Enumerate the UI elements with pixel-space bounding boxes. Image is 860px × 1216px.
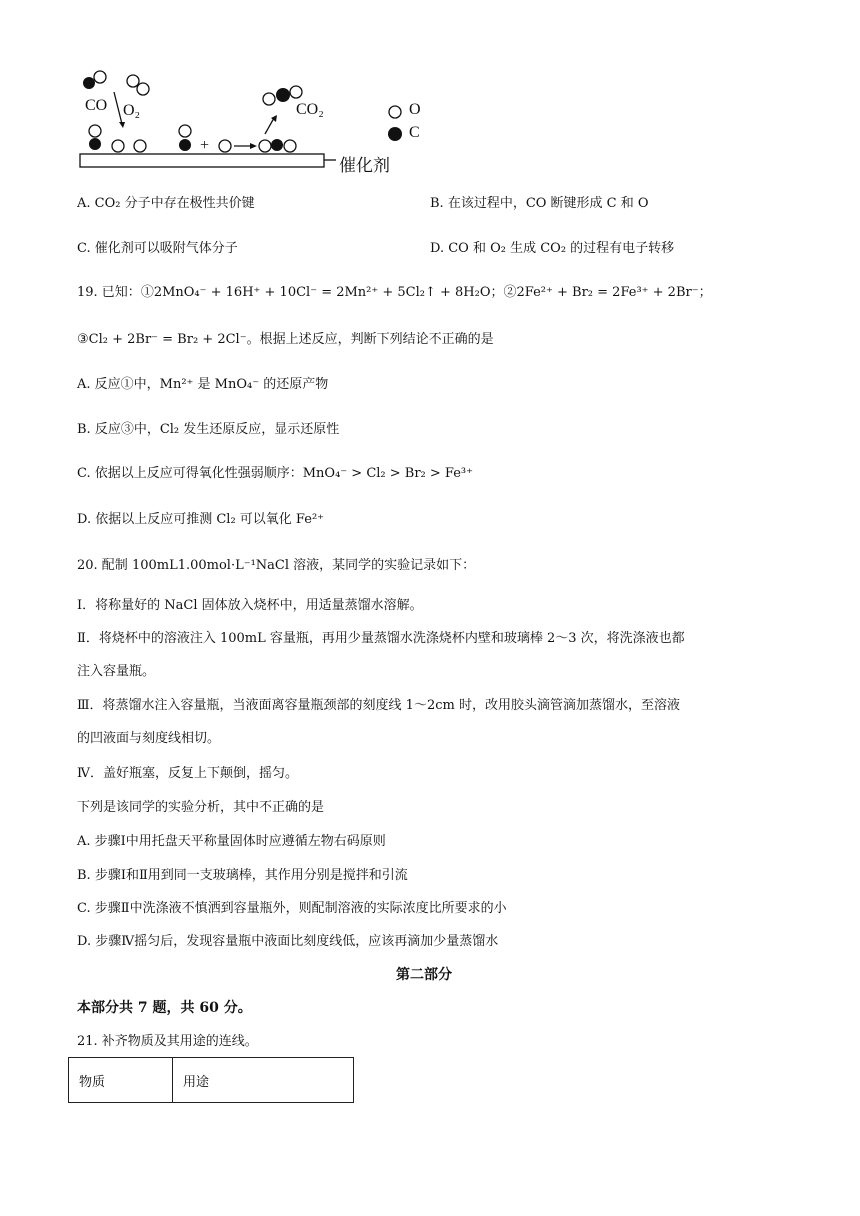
oxygen-atom: [284, 140, 296, 152]
oxygen-atom: [89, 125, 101, 137]
q19-option-d: D. 依据以上反应可推测 Cl₂ 可以氧化 Fe²⁺: [77, 512, 325, 527]
part2-title: 第二部分: [396, 967, 452, 983]
q20-step-3-line1: Ⅲ．将蒸馏水注入容量瓶，当液面离容量瓶颈部的刻度线 1～2cm 时，改用胶头滴管滴加蒸馏水，至溶液: [77, 698, 680, 713]
legend-oxygen-swatch: [389, 106, 401, 118]
q19-reaction-3: ③Cl₂ + 2Br⁻ = Br₂ + 2Cl⁻: [77, 332, 247, 347]
carbon-atom: [179, 139, 191, 151]
q19-stem-line2: [77, 328, 494, 347]
q20-step-2-line2: 注入容量瓶。: [77, 664, 156, 679]
oxygen-atom: [94, 71, 106, 83]
q18-option-a: A. CO₂ 分子中存在极性共价键: [77, 196, 255, 211]
oxygen-atom: [219, 140, 231, 152]
q20-option-d: D. 步骤Ⅳ摇匀后，发现容量瓶中液面比刻度线低，应该再滴加少量蒸馏水: [77, 934, 499, 949]
oxygen-atom: [112, 140, 124, 152]
q19-stem-line1: [77, 281, 712, 300]
legend-c-label: C: [409, 124, 420, 141]
oxygen-atom: [134, 140, 146, 152]
oxygen-atom: [137, 83, 149, 95]
legend-carbon-swatch: [388, 127, 402, 141]
q21-stem: 21. 补齐物质及其用途的连线。: [77, 1034, 258, 1049]
oxygen-atom: [263, 93, 275, 105]
q20-stem: 20. 配制 100mL1.00mol·L⁻¹NaCl 溶液，某同学的实验记录如下：: [77, 558, 476, 573]
oxygen-atom: [179, 125, 191, 137]
o2-label: O₂: [123, 102, 141, 119]
table-row: [69, 1058, 354, 1103]
substance-use-table: [68, 1057, 354, 1103]
q20-option-c: C. 步骤Ⅱ中洗涤液不慎洒到容量瓶外，则配制溶液的实际浓度比所要求的小: [77, 901, 507, 916]
carbon-atom: [89, 138, 101, 150]
table-header-use: 用途: [173, 1058, 354, 1103]
carbon-atom: [276, 88, 290, 102]
q19-stem-suffix: 。根据上述反应，判断下列结论不正确的是: [246, 332, 494, 347]
plus-sign: +: [200, 137, 210, 154]
oxygen-atom: [259, 140, 271, 152]
table-header-substance: 物质: [69, 1058, 173, 1103]
q20-step-4: Ⅳ．盖好瓶塞，反复上下颠倒，摇匀。: [77, 766, 298, 781]
q18-option-b: B. 在该过程中，CO 断键形成 C 和 O: [430, 196, 649, 211]
q18-option-c: C. 催化剂可以吸附气体分子: [77, 241, 238, 256]
q18-option-d: D. CO 和 O₂ 生成 CO₂ 的过程有电子转移: [430, 241, 675, 256]
carbon-atom: [83, 77, 95, 89]
q19-reaction-2: ②2Fe²⁺ + Br₂ = 2Fe³⁺ + 2Br⁻；: [503, 285, 712, 300]
q20-step-2-line1: Ⅱ．将烧杯中的溶液注入 100mL 容量瓶，再用少量蒸馏水洗涤烧杯内壁和玻璃棒 2～3 次，将洗涤液也都: [77, 631, 685, 646]
q20-question: 下列是该同学的实验分析，其中不正确的是: [77, 800, 325, 815]
q19-stem-prefix: 19. 已知：: [77, 285, 141, 300]
q19-option-b: B. 反应③中，Cl₂ 发生还原反应，显示还原性: [77, 422, 340, 437]
q20-step-3-line2: 的凹液面与刻度线相切。: [77, 731, 221, 746]
catalyst-label: 催化剂: [339, 156, 390, 176]
q19-reaction-1: ①2MnO₄⁻ + 16H⁺ + 10Cl⁻ = 2Mn²⁺ + 5Cl₂↑ + 8H₂O；: [140, 285, 504, 300]
oxygen-atom: [290, 86, 302, 98]
oxygen-atom: [127, 75, 139, 87]
co2-label: CO₂: [296, 101, 324, 118]
legend-o-label: O: [409, 101, 421, 118]
q20-step-1: Ⅰ．将称量好的 NaCl 固体放入烧杯中，用适量蒸馏水溶解。: [77, 598, 423, 613]
q20-option-b: B. 步骤Ⅰ和Ⅱ用到同一支玻璃棒，其作用分别是搅拌和引流: [77, 868, 408, 883]
q19-option-a: A. 反应①中，Mn²⁺ 是 MnO₄⁻ 的还原产物: [77, 377, 329, 392]
q20-option-a: A. 步骤Ⅰ中用托盘天平称量固体时应遵循左物右码原则: [77, 834, 386, 849]
co-label: CO: [85, 97, 108, 114]
q19-option-c: C. 依据以上反应可得氧化性强弱顺序：MnO₄⁻ > Cl₂ > Br₂ > Fe³⁺: [77, 466, 474, 481]
part2-note: 本部分共 7 题，共 60 分。: [77, 1000, 252, 1016]
catalyst-plate: [80, 154, 324, 167]
carbon-atom: [271, 139, 283, 151]
